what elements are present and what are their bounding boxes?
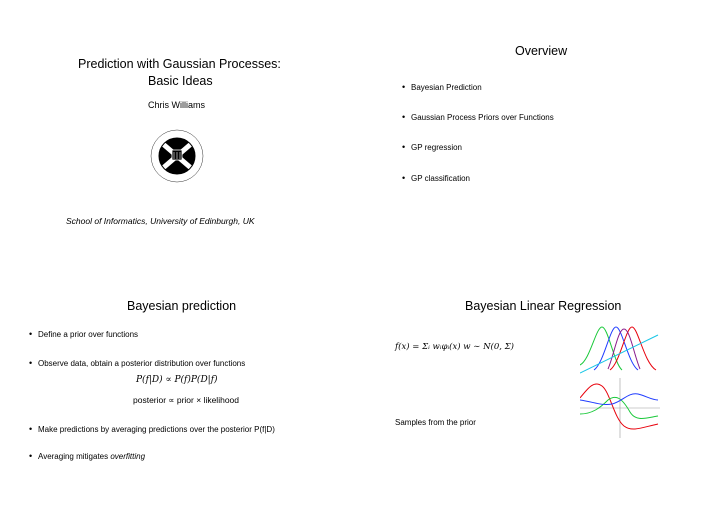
title-line-1: Prediction with Gaussian Processes:: [78, 57, 281, 71]
blr-equation: f(x) = Σᵢ wᵢφᵢ(x) w ∼ N(0, Σ): [395, 342, 514, 352]
sample-curve-red: [580, 384, 658, 429]
prior-samples-plot: [580, 378, 660, 438]
sample-curve-blue: [580, 394, 658, 405]
university-seal: [127, 116, 227, 196]
overview-title: Overview: [515, 44, 568, 58]
affiliation: School of Informatics, University of Edinburgh, UK: [66, 216, 255, 226]
basis-line-cyan: [580, 335, 658, 373]
bullet-4-emph: overfitting: [110, 452, 146, 461]
bayes-bullet-3: • Make predictions by averaging predictions over the posterior P(f|D): [38, 425, 275, 434]
blr-caption: Samples from the prior: [395, 418, 476, 427]
overview-bullet-3: • GP regression: [411, 143, 462, 152]
overview-bullet-2: • Gaussian Process Priors over Functions: [411, 113, 554, 122]
overview-bullet-4: • GP classification: [411, 174, 470, 183]
bayes-bullet-1: • Define a prior over functions: [38, 330, 138, 339]
bayes-pred-title: Bayesian prediction: [127, 299, 237, 313]
title-line-2: Basic Ideas: [148, 74, 213, 88]
basis-curve-green: [580, 327, 622, 370]
bayes-equation: P(f|D) ∝ P(f)P(D|f): [136, 375, 218, 385]
bullet-4-prefix: Averaging mitigates: [38, 452, 111, 461]
blr-title: Bayesian Linear Regression: [465, 299, 622, 313]
author: Chris Williams: [148, 100, 205, 110]
bayes-bullet-4: [38, 452, 145, 461]
overview-bullet-1: • Bayesian Prediction: [411, 83, 482, 92]
bayes-bullet-2: • Observe data, obtain a posterior distribution over functions: [38, 359, 245, 368]
basis-functions-plot: [580, 325, 660, 375]
bayes-proportionality: posterior ∝ prior × likelihood: [133, 395, 239, 405]
